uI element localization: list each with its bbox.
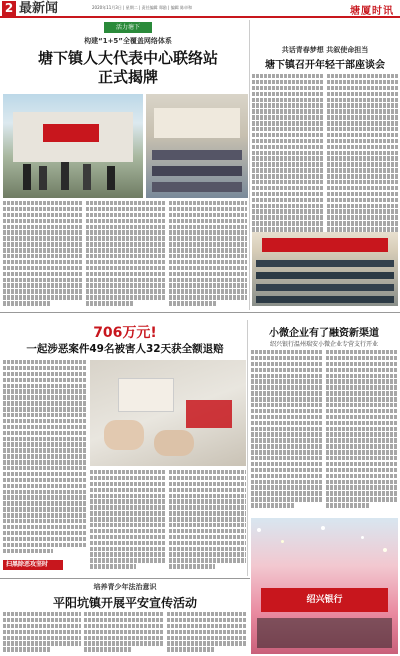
bottom-kicker: 培养青少年法治意识 [93, 583, 157, 591]
bottom-rule [0, 578, 250, 579]
bottom-body-col3 [167, 612, 247, 654]
bottom-body-col2 [84, 612, 164, 654]
lead-headline-line1: 塘下镇人大代表中心联络站 [37, 49, 218, 67]
middle-headline-line2: 一起涉恶案件49名被害人32天获全额退赔 [26, 343, 224, 355]
column-divider [249, 20, 250, 310]
ribbon-text: 绍兴银行 [306, 595, 343, 605]
right-mid-headline: 小微企业有了融资新渠道 [269, 328, 379, 339]
lead-headline-line2: 正式揭牌 [97, 68, 158, 86]
bottom-body-col1 [3, 612, 81, 654]
issue-meta: 2020年11月3日 | 星期二 | 责任编辑 郑励 | 编辑 陈卓和 [92, 5, 193, 10]
page-number: 2 [2, 1, 16, 16]
middle-body-col1 [3, 360, 87, 558]
middle-headline-line1: 706万元! [93, 325, 157, 341]
lead-body-col2 [86, 201, 166, 313]
right-top-kicker: 共话青春梦想 共叙使命担当 [281, 46, 369, 54]
opening-ceremony-photo [251, 518, 398, 654]
section-rule [0, 312, 400, 313]
right-mid-body-col2 [326, 350, 398, 514]
bottom-headline: 平阳坑镇开展平安宣传活动 [52, 596, 197, 610]
masthead [0, 0, 400, 18]
column-divider-lower [247, 320, 248, 576]
meeting-photo [146, 94, 248, 198]
lead-body-col3 [169, 201, 247, 313]
campaign-callout: 扫黑除恶攻坚时 [3, 560, 63, 570]
forum-photo [252, 232, 398, 306]
newspaper-logo: 塘厦时讯 [350, 6, 394, 17]
lead-photo [3, 94, 143, 198]
right-mid-kicker: 绍兴银行温州瑞安小微企业专营支行开业 [269, 341, 378, 348]
section-tag: 活力塘下 [104, 22, 152, 33]
lead-body-col1 [3, 201, 83, 313]
lead-kicker: 构建“1+5”全覆盖网络体系 [84, 37, 172, 45]
right-mid-body-col1 [251, 350, 323, 514]
section-name: 最新闻 [19, 1, 59, 16]
right-top-headline: 塘下镇召开年轻干部座谈会 [265, 60, 385, 71]
middle-body-col3 [169, 470, 246, 574]
refund-photo [90, 360, 246, 466]
middle-body-col2 [90, 470, 166, 574]
